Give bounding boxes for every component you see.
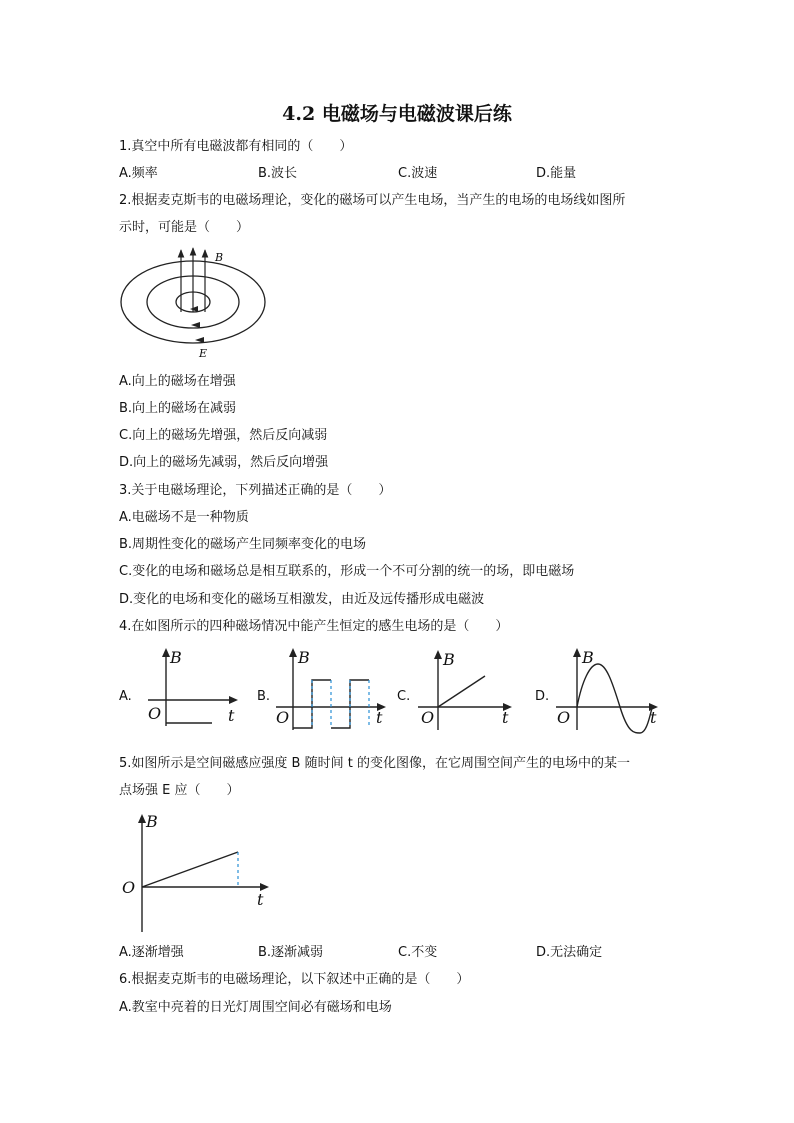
page-title: 4.2 电磁场与电磁波课后练 [282,103,512,125]
question-6-stem: 6.根据麦克斯韦的电磁场理论，以下叙述中正确的是（ ） [119,972,470,987]
b-field-label: B [215,251,224,264]
sine-curve [577,664,652,733]
question-4-stem: 4.在如图所示的四种磁场情况中能产生恒定的感生电场的是（ ） [119,619,509,634]
q5-option-c: C.不变 [398,945,438,960]
q4-graph-a-letter: A. [119,689,132,704]
square-wave-dashed [312,680,369,728]
q2-option-d: D.向上的磁场先减弱，然后反向增强 [119,455,329,470]
loop-arrow-outer [195,337,204,343]
q3-option-d: D.变化的电场和变化的磁场互相激发，由近及远传播形成电磁波 [119,592,485,607]
q2-option-b: B.向上的磁场在减弱 [119,401,237,416]
q4-graph-b-letter: B. [257,689,271,704]
question-2-stem-line-1: 2.根据麦克斯韦的电磁场理论，变化的磁场可以产生电场，当产生的电场的电场线如图所 [119,193,626,208]
b-curve [438,676,485,707]
loop-arrow-inner [190,306,198,312]
q4c-y-label: B [443,650,455,669]
question-3-stem: 3.关于电磁场理论，下列描述正确的是（ ） [119,483,392,498]
question-5-stem-line-2: 点场强 E 应（ ） [119,783,240,798]
e-field-label: E [199,347,208,360]
y-axis-arrow [162,648,170,657]
q4c-x-label: t [502,708,509,727]
q1-option-a: A.频率 [119,166,158,181]
q4-graph-d [534,648,668,738]
q5-x-label: t [257,890,264,909]
q4d-x-label: t [650,708,657,727]
q4-graph-c [396,648,520,738]
q3-option-b: B.周期性变化的磁场产生同频率变化的电场 [119,537,367,552]
loop-arrow-middle [191,322,200,328]
q4b-x-label: t [376,708,383,727]
q2-option-a: A.向上的磁场在增强 [119,374,236,389]
q4a-x-label: t [228,706,235,725]
q5-b-t-graph [120,812,280,936]
q4-graph-b [256,648,392,738]
q1-option-c: C.波速 [398,166,438,181]
q4-graph-c-letter: C. [397,689,411,704]
q5-option-d: D.无法确定 [536,945,603,960]
q3-option-c: C.变化的电场和磁场总是相互联系的，形成一个不可分割的统一的场，即电磁场 [119,564,575,579]
q5-y-label: B [146,812,158,831]
y-axis-arrow [138,814,146,823]
q4d-origin-label: O [557,708,571,727]
q3-option-a: A.电磁场不是一种物质 [119,510,249,525]
q1-option-d: D.能量 [536,166,577,181]
q4-graph-d-letter: D. [535,689,550,704]
q2-option-c: C.向上的磁场先增强，然后反向减弱 [119,428,328,443]
x-axis-arrow [229,696,238,704]
q4-graph-a [118,648,248,738]
q4c-origin-label: O [421,708,435,727]
q4b-y-label: B [298,648,310,667]
q5-option-a: A.逐渐增强 [119,945,184,960]
q4a-origin-label: O [148,704,162,723]
y-axis-arrow [289,648,297,657]
q1-option-b: B.波长 [258,166,298,181]
b-curve [142,852,238,887]
q6-option-a: A.教室中亮着的日光灯周围空间必有磁场和电场 [119,1000,392,1015]
question-5-stem-line-1: 5.如图所示是空间磁感应强度 B 随时间 t 的变化图像，在它周围空间产生的电场中的某一 [119,756,630,771]
q4b-origin-label: O [276,708,290,727]
q5-origin-label: O [122,878,136,897]
q4a-y-label: B [170,648,182,667]
q4d-y-label: B [582,648,594,667]
y-axis-arrow [434,650,442,659]
q2-field-figure [118,244,278,364]
y-axis-arrow [573,648,581,657]
q5-option-b: B.逐渐减弱 [258,945,324,960]
question-2-stem-line-2: 示时，可能是（ ） [119,220,250,235]
question-1-stem: 1.真空中所有电磁波都有相同的（ ） [119,139,353,154]
